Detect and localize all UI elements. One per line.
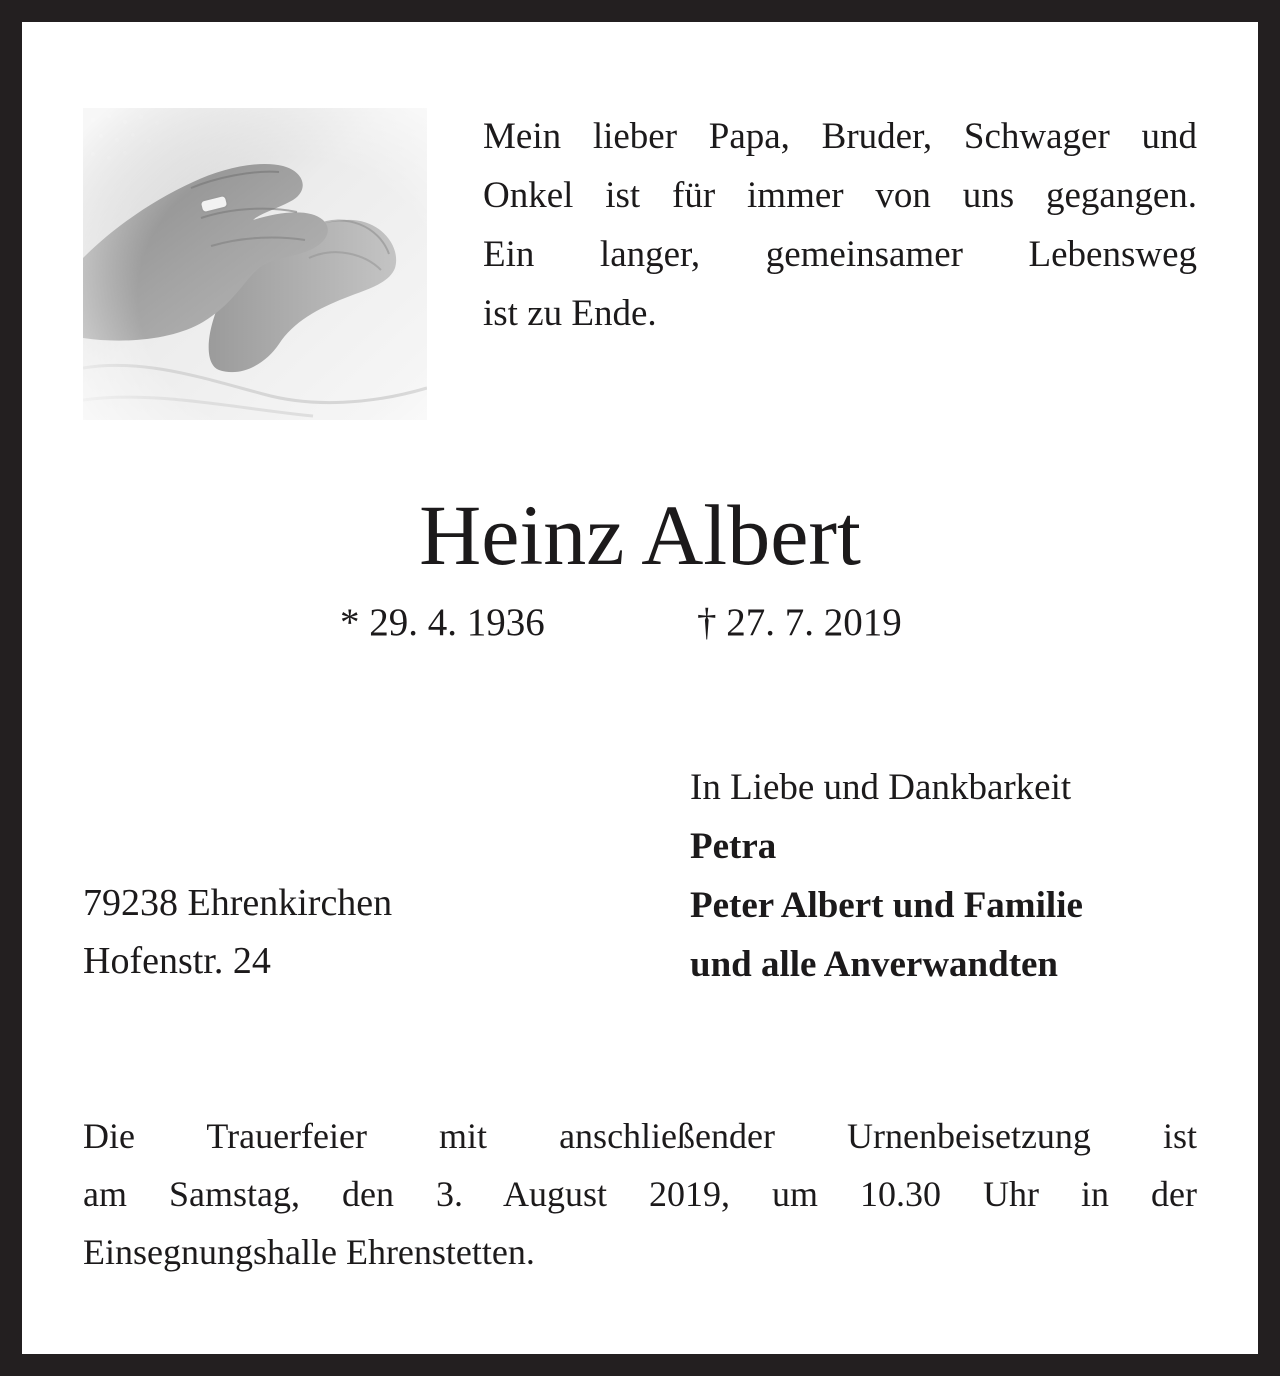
intro-line: Mein lieber Papa, Bruder, Schwager und: [483, 116, 1197, 157]
address-city: 79238 Ehrenkirchen: [83, 882, 393, 924]
hands-photo: [83, 108, 427, 420]
address-block: [83, 874, 392, 990]
death-date: † 27. 7. 2019: [697, 601, 902, 644]
address-street: Hofenstr. 24: [83, 940, 271, 982]
mourner-name: Peter Albert und Familie: [690, 885, 1083, 926]
deceased-name: Heinz Albert: [419, 487, 861, 583]
ceremony-line: am Samstag, den 3. August 2019, um 10.30 Uhr in der: [83, 1174, 1197, 1214]
ceremony-line: Die Trauerfeier mit anschließender Urnenbeisetzung ist: [83, 1116, 1197, 1156]
intro-line: Ein langer, gemeinsamer Lebensweg: [483, 234, 1197, 275]
ceremony-text: [83, 1107, 1197, 1281]
mourner-name: Petra: [690, 826, 777, 867]
mourners-block: [690, 758, 1083, 994]
intro-line: Onkel ist für immer von uns gegangen.: [483, 175, 1197, 216]
birth-date: * 29. 4. 1936: [340, 601, 545, 644]
mourner-name: und alle Anverwandten: [690, 944, 1059, 985]
intro-text: [483, 107, 1197, 343]
ceremony-line: Einsegnungshalle Ehrenstetten.: [83, 1232, 535, 1272]
intro-line: ist zu Ende.: [483, 293, 657, 334]
mourners-intro: In Liebe und Dankbarkeit: [690, 767, 1072, 808]
